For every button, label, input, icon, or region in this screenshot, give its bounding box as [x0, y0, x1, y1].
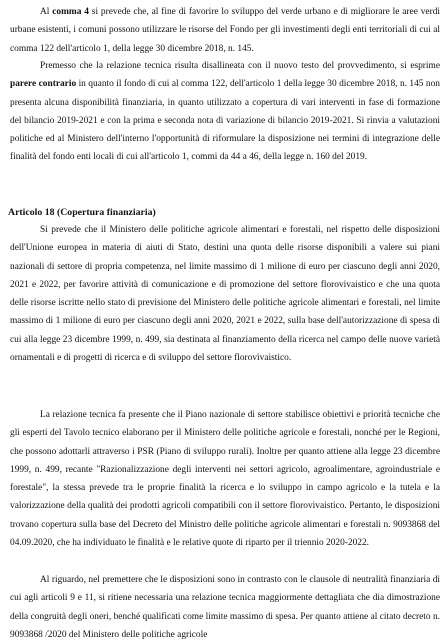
para1-rest: si prevede che, al fine di favorire lo sviluppo del verde urbano e di migliorare le aree verdi urbane esistenti, i comuni possono utilizzare le risorse del Fondo per gli investimenti degli enti territoriali di cui al comma 122 dell'articolo 1, della legge 30 dicembre 2018, n. 145. [10, 7, 440, 54]
paragraph-articolo-18: Si prevede che il Ministero delle politiche agricole alimentari e forestali, nel rispetto delle disposizioni dell'Unione europea in materia di aiuti di Stato, destini una quota delle risorse disponibili a valere sui piani nazionali di settore di propria competenza, nel limite massimo di 1 milione di euro per ciascuno degli anni 2020, 2021 e 2022, per favorire attività di comunicazione e di promozione del settore florovivaistico e che una quota delle risorse iscritte nello stato di previsione del Ministero delle politiche agricole alimentari e forestali, nel limite massimo di 1 milione di euro per ciascuno degli anni 2020, 2021 e 2022, sulla base dell'autorizzazione di spesa di cui alla legge 23 dicembre 1999, n. 499, sia destinata al finanziamento della ricerca nel campo delle nuove varietà ornamentali e di progetti di ricerca e di sviluppo del settore florovivaistico. [10, 225, 440, 364]
para1-bold: comma 4 [52, 7, 89, 17]
para2-bold: parere contrario [10, 79, 77, 90]
para1-lead: Al [40, 7, 53, 17]
paragraph-parere [10, 57, 440, 167]
paragraph-relazione-tecnica: La relazione tecnica fa presente che il Piano nazionale di settore stabilisce obiettivi e priorità tecniche che gli esperti del Tavolo tecnico elaborano per il Ministero delle politiche agricole e forestali, nonché per le Regioni, che possono adottarli attraverso i PSR (Piano di sviluppo rurali). Inoltre per quanto attiene alla legge 23 dicembre 1999, n. 499, recante "Razionalizzazione degli interventi nei settori agricolo, agroalimentare, agroindustriale e forestale", la stessa prevede tra le proprie finalità la ricerca e lo sviluppo in campo agricolo e la tutela e la valorizzazione della qualità dei prodotti agricoli compatibili con il settore florovivaistico. Pertanto, le disposizioni trovano copertura sulla base del Decreto del Ministro delle politiche agricole alimentari e forestali n. 9093868 del 04.09.2020, che ha individuato le finalità e le relative quote di riparto per il triennio 2020-2022. [10, 410, 440, 549]
para2-rest: in quanto il fondo di cui al comma 122, dell'articolo 1 della legge 30 dicembre 2018, n. 145 non presenta alcuna disponibilità finanziaria, in quanto utilizzato a copertura di vari interventi in fase di formazione del bilancio 2019-2021 e con la prima e seconda nota di variazione di bilancio 2019-2021. Si rinvia a valutazioni politiche ed al Ministero dell'interno l'opportunità di riformulare la disposizione nei termini di integrazione delle finalità del fondo enti locali di cui all'articolo 1, commi da 44 a 46, della legge n. 160 del 2019. [10, 79, 440, 163]
paragraph-al-riguardo: Al riguardo, nel premettere che le disposizioni sono in contrasto con le clausole di neutralità finanziaria di cui agli articoli 9 e 11, si ritiene necessaria una relazione tecnica maggiormente dettagliata che dia dimostrazione della congruità degli oneri, benché qualificati come limite massimo di spesa. Per quanto attiene al citato decreto n. 9093868 /2020 del Ministero delle politiche agricole [10, 575, 440, 640]
para2-lead: Premesso che la relazione tecnica risulta disallineata con il nuovo testo del provvedimento, si esprime [40, 61, 440, 71]
paragraph-comma-4 [10, 3, 440, 58]
section-heading: Articolo 18 (Copertura finanziaria) [8, 207, 156, 218]
